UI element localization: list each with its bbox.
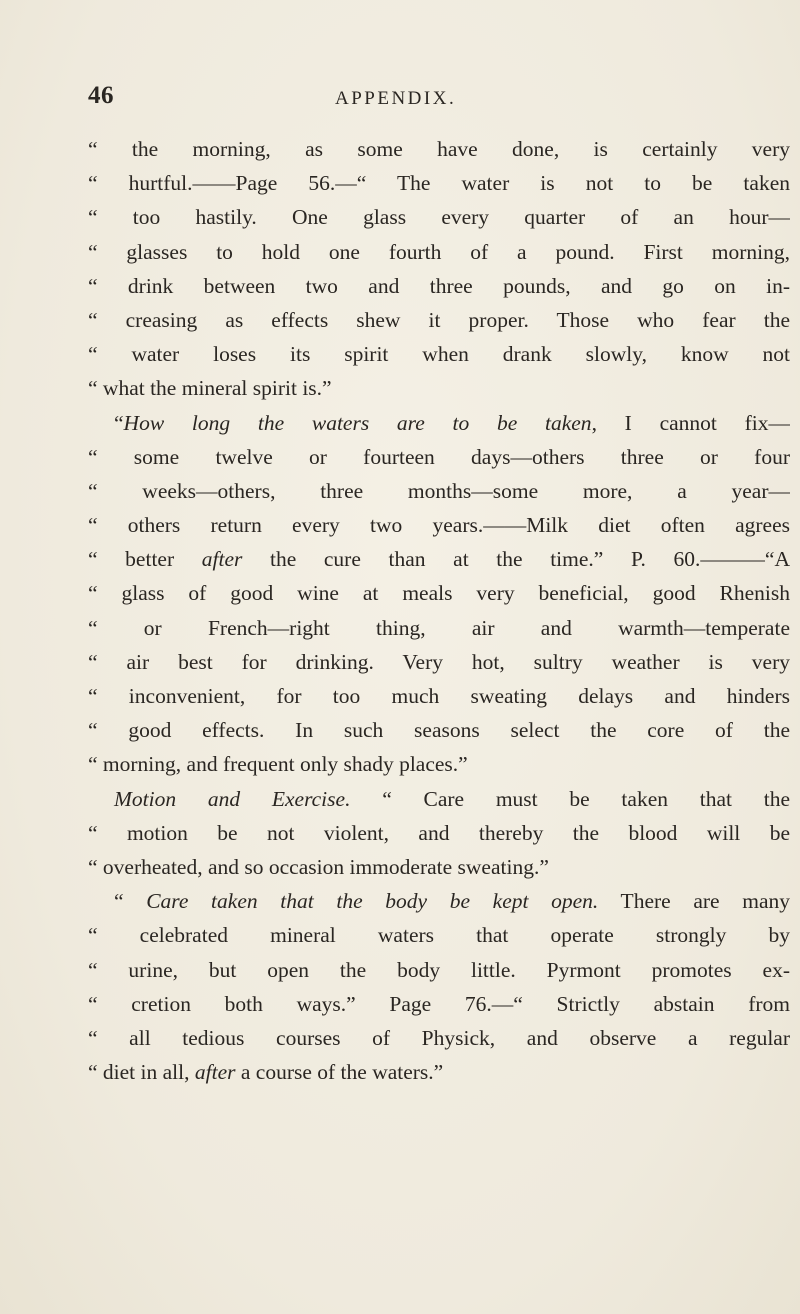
page-number: 46 — [88, 82, 114, 109]
text-line: “ all tedious courses of Physick, and observe a regular — [88, 1025, 790, 1050]
text-line: “ glasses to hold one fourth of a pound. First morning, — [88, 239, 790, 264]
text-line: “ hurtful.——Page 56.—“ The water is not to be taken — [88, 171, 790, 196]
text-line: “ weeks—others, three months—some more, a year— — [88, 478, 790, 503]
text-line: “ cretion both ways.” Page 76.—“ Strictly abstain from — [88, 991, 790, 1016]
text-line: “ what the mineral spirit is.” — [88, 376, 332, 401]
text-line: “ morning, and frequent only shady places.” — [88, 752, 468, 777]
text-line: “ diet in all, after a course of the waters.” — [88, 1060, 444, 1085]
text-line: “ motion be not violent, and thereby the blood will be — [88, 820, 790, 845]
text-line: “ drink between two and three pounds, and go on in- — [88, 273, 790, 298]
text-line: “ or French—right thing, air and warmth—temperate — [88, 615, 790, 640]
body-text — [88, 132, 790, 1089]
text-line: “ air best for drinking. Very hot, sultry weather is very — [88, 649, 790, 674]
text-line: “How long the waters are to be taken, I cannot fix— — [114, 410, 790, 435]
text-line: “ glass of good wine at meals very beneficial, good Rhenish — [88, 581, 790, 606]
text-line: “ overheated, and so occasion immoderate sweating.” — [88, 854, 549, 879]
text-line: Motion and Exercise. “ Care must be taken that the — [114, 786, 790, 811]
text-line: “ some twelve or fourteen days—others three or four — [88, 444, 790, 469]
text-line: “ the morning, as some have done, is certainly very — [88, 137, 790, 161]
text-line: “ urine, but open the body little. Pyrmont promotes ex- — [88, 957, 790, 982]
text-line: “ better after the cure than at the time.” P. 60.———“A — [88, 547, 790, 572]
text-line: “ creasing as effects shew it proper. Those who fear the — [88, 307, 790, 332]
text-line: “ water loses its spirit when drank slowly, know not — [88, 342, 790, 367]
page-header — [88, 82, 788, 118]
text-line: “ Care taken that the body be kept open. There are many — [114, 889, 790, 914]
text-line: “ inconvenient, for too much sweating delays and hinders — [88, 684, 790, 708]
text-line: “ too hastily. One glass every quarter of an hour— — [88, 205, 790, 230]
text-line: “ good effects. In such seasons select the core of the — [88, 718, 790, 743]
running-head: APPENDIX. — [335, 88, 457, 109]
text-line: “ others return every two years.——Milk diet often agrees — [88, 513, 790, 538]
text-line: “ celebrated mineral waters that operate strongly by — [88, 923, 790, 948]
